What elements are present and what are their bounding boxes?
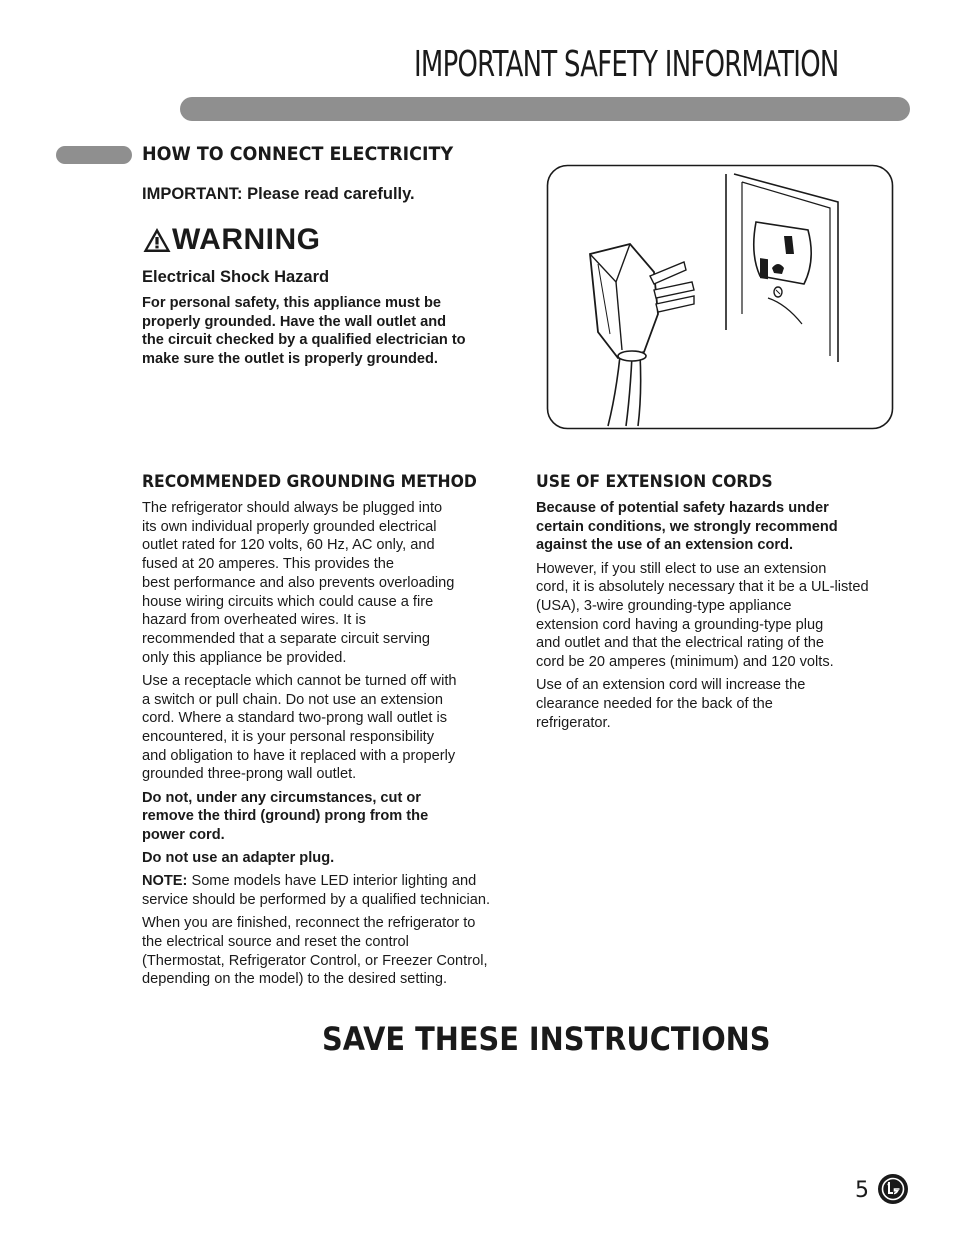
hazard-line: For personal safety, this appliance must be <box>142 295 441 311</box>
connect-heading: HOW TO CONNECT ELECTRICITY <box>142 143 454 165</box>
warning-label: WARNING <box>172 223 321 256</box>
page-title: IMPORTANT SAFETY INFORMATION <box>414 44 839 85</box>
text-line: Some models have LED interior lighting and <box>187 873 477 890</box>
text-line: extension cord having a grounding-type plug <box>536 616 824 633</box>
text-line: However, if you still elect to use an extension <box>536 560 827 577</box>
extension-heading: USE OF EXTENSION CORDS <box>536 472 773 492</box>
receptacle-paragraph <box>142 672 522 784</box>
text-line: certain conditions, we strongly recommend <box>536 518 838 535</box>
text-line: clearance needed for the back of the <box>536 696 773 713</box>
text-line: fused at 20 amperes. This provides the <box>142 556 395 573</box>
text-line: The refrigerator should always be plugged into <box>142 500 443 516</box>
note-paragraph <box>142 872 522 909</box>
hazard-line: make sure the outlet is properly grounded. <box>142 351 438 368</box>
text-line: its own individual properly grounded electrical <box>142 518 437 535</box>
clearance-paragraph <box>536 676 896 732</box>
important-note: IMPORTANT: Please read carefully. <box>142 185 415 203</box>
hazard-line: the circuit checked by a qualified electrician to <box>142 332 466 349</box>
text-line: depending on the model) to the desired setting. <box>142 971 448 988</box>
text-line: refrigerator. <box>536 714 611 731</box>
text-line: house wiring circuits which could cause a fire <box>142 593 434 610</box>
text-line: outlet rated for 120 volts, 60 Hz, AC only, and <box>142 537 435 554</box>
save-instructions-title: SAVE THESE INSTRUCTIONS <box>322 1020 771 1058</box>
text-line: Do not, under any circumstances, cut or <box>142 789 421 806</box>
text-line: and obligation to have it replaced with a properly <box>142 747 456 764</box>
warning-label-row <box>142 223 321 257</box>
grounding-column <box>142 499 522 994</box>
reconnect-paragraph <box>142 914 522 989</box>
text-line: a switch or pull chain. Do not use an extension <box>142 691 443 708</box>
text-line: encountered, it is your personal responsibility <box>142 728 435 745</box>
note-label: NOTE: <box>142 873 188 890</box>
lg-logo-icon <box>877 1173 909 1205</box>
text-line: Use a receptacle which cannot be turned off with <box>142 672 457 689</box>
text-line: recommended that a separate circuit serving <box>142 630 430 647</box>
page-number: 5 <box>855 1178 869 1203</box>
plug-outlet-illustration <box>546 164 894 430</box>
title-bar <box>180 97 910 121</box>
prong-warning <box>142 789 522 845</box>
extension-column <box>536 499 896 737</box>
hazard-text <box>142 294 522 369</box>
warning-triangle-icon <box>142 226 172 254</box>
section-tab-marker <box>56 146 132 164</box>
extension-warning <box>536 499 896 555</box>
hazard-line: properly grounded. Have the wall outlet and <box>142 313 447 330</box>
hazard-title: Electrical Shock Hazard <box>142 268 330 286</box>
text-line: hazard from overheated wires. It is <box>142 612 366 629</box>
text-line: against the use of an extension cord. <box>536 537 794 554</box>
text-line: cord be 20 amperes (minimum) and 120 volts. <box>536 654 834 671</box>
text-line: cord, it is absolutely necessary that it be a UL-listed <box>536 579 869 596</box>
text-line: and outlet and that the electrical rating of the <box>536 635 825 652</box>
text-line: (Thermostat, Refrigerator Control, or Freezer Control, <box>142 952 488 969</box>
grounding-heading: RECOMMENDED GROUNDING METHOD <box>142 472 477 492</box>
text-line: (USA), 3-wire grounding-type appliance <box>536 598 792 615</box>
extension-paragraph <box>536 560 896 672</box>
text-line: grounded three-prong wall outlet. <box>142 766 357 783</box>
text-line: Because of potential safety hazards under <box>536 500 829 516</box>
grounding-paragraph <box>142 499 522 667</box>
text-line: only this appliance be provided. <box>142 649 347 666</box>
text-line: the electrical source and reset the control <box>142 933 409 950</box>
text-line: cord. Where a standard two-prong wall outlet is <box>142 710 447 727</box>
text-line: best performance and also prevents overloading <box>142 574 455 591</box>
text-line: When you are finished, reconnect the refrigerator to <box>142 915 476 932</box>
text-line: service should be performed by a qualified technician. <box>142 892 491 909</box>
text-line: power cord. <box>142 826 225 843</box>
text-line: Use of an extension cord will increase the <box>536 677 806 694</box>
adapter-warning: Do not use an adapter plug. <box>142 850 335 867</box>
text-line: remove the third (ground) prong from the <box>142 808 429 825</box>
